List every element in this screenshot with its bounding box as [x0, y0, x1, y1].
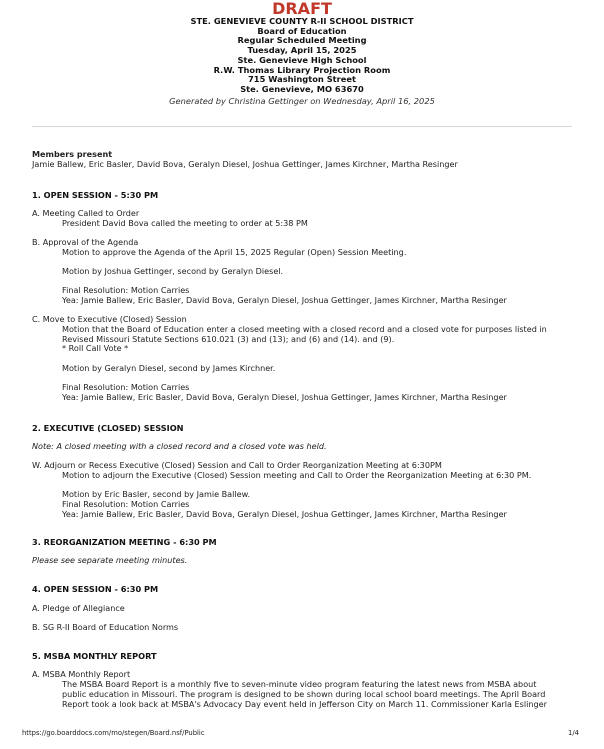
meeting-type: Regular Scheduled Meeting — [237, 35, 367, 46]
district-name: STE. GENEVIEVE COUNTY R-II SCHOOL DISTRICT — [190, 16, 414, 26]
motion-text: Revised Missouri Statute Sections 610.021 (3) and (13); and (6) and (14). and (9). — [62, 333, 395, 344]
item-executive-session — [32, 315, 577, 403]
item-approval-agenda — [32, 238, 577, 306]
final-resolution: Final Resolution: Motion Carries — [62, 381, 190, 392]
section-title-open-session-1: 1. OPEN SESSION - 5:30 PM — [32, 189, 159, 200]
meeting-location: Ste. Genevieve High School — [237, 54, 367, 65]
yea-votes: Yea: Jamie Ballew, Eric Basler, David Bova, Geralyn Diesel, Joshua Gettinger, James Kirchner, Martha Resinger — [62, 295, 507, 306]
board-name: Board of Education — [257, 25, 347, 36]
motion-by: Motion by Eric Basler, second by Jamie Ballew. — [62, 489, 251, 500]
meeting-city: Ste. Genevieve, MO 63670 — [240, 83, 364, 94]
motion-text: Motion to approve the Agenda of the April 15, 2025 Regular (Open) Session Meeting. — [62, 246, 407, 257]
members-list: Jamie Ballew, Eric Basler, David Bova, Geralyn Diesel, Joshua Gettinger, James Kirchner, Martha Resinger — [32, 158, 458, 169]
final-resolution: Final Resolution: Motion Carries — [62, 499, 190, 510]
item-title: A. Meeting Called to Order — [32, 208, 140, 219]
motion-by: Motion by Geralyn Diesel, second by James Kirchner. — [62, 362, 276, 373]
meeting-date: Tuesday, April 15, 2025 — [247, 45, 357, 56]
motion-by: Motion by Joshua Gettinger, second by Geralyn Diesel. — [62, 266, 284, 277]
section-title-reorganization: 3. REORGANIZATION MEETING - 6:30 PM — [32, 536, 217, 547]
final-resolution: Final Resolution: Motion Carries — [62, 285, 190, 296]
item-title: B. Approval of the Agenda — [32, 236, 139, 247]
item-text: President David Bova called the meeting to order at 5:38 PM — [62, 218, 308, 229]
motion-text: Motion to adjourn the Executive (Closed) Session meeting and Call to Order the Reorganization Meeting at 6:30 PM. — [62, 469, 532, 480]
item-adjourn-executive — [32, 461, 577, 519]
draft-label: DRAFT — [272, 0, 332, 18]
section-title-executive-session: 2. EXECUTIVE (CLOSED) SESSION — [32, 422, 184, 433]
report-text: Report took a look back at MSBA's Advocacy Day event held in Jefferson City on March 11. Commissioner Karla Eslinger — [62, 698, 547, 709]
item-msba-report — [32, 670, 577, 709]
yea-votes: Yea: Jamie Ballew, Eric Basler, David Bova, Geralyn Diesel, Joshua Gettinger, James Kirchner, Martha Resinger — [62, 508, 507, 519]
item-title: W. Adjourn or Recess Executive (Closed) Session and Call to Order Reorganization Meeting at 6:30PM — [32, 460, 442, 471]
generated-by: Generated by Christina Gettinger on Wednesday, April 16, 2025 — [169, 95, 435, 106]
minutes-body — [32, 150, 577, 710]
yea-votes: Yea: Jamie Ballew, Eric Basler, David Bova, Geralyn Diesel, Joshua Gettinger, James Kirchner, Martha Resinger — [62, 391, 507, 402]
item-board-norms: B. SG R-II Board of Education Norms — [32, 621, 179, 632]
page-number: 1/4 — [568, 729, 579, 737]
item-call-to-order — [32, 209, 577, 229]
roll-call-note: * Roll Call Vote * — [62, 343, 129, 354]
item-title: C. Move to Executive (Closed) Session — [32, 313, 187, 324]
meeting-room: R.W. Thomas Library Projection Room — [213, 64, 391, 75]
motion-text: Motion that the Board of Education enter a closed meeting with a closed record and a closed vote for purposes listed in — [62, 323, 547, 334]
meeting-street: 715 Washington Street — [248, 74, 356, 85]
report-text: public education in Missouri. The program is designed to be shown during local school board meetings. The April Board — [62, 689, 546, 699]
item-pledge: A. Pledge of Allegiance — [32, 603, 125, 614]
closed-meeting-note: Note: A closed meeting with a closed record and a closed vote was held. — [32, 441, 327, 452]
members-heading: Members present — [32, 149, 113, 159]
report-text: The MSBA Board Report is a monthly five to seven-minute video program featuring the latest news from MSBA about — [62, 679, 537, 690]
item-title: A. MSBA Monthly Report — [32, 669, 131, 680]
header-divider — [32, 126, 572, 127]
footer-url: https://go.boarddocs.com/mo/stegen/Board.nsf/Public — [22, 729, 205, 737]
section-title-open-session-2: 4. OPEN SESSION - 6:30 PM — [32, 584, 159, 595]
section-title-msba-report: 5. MSBA MONTHLY REPORT — [32, 650, 157, 661]
document-header — [0, 0, 604, 107]
reorganization-note: Please see separate meeting minutes. — [32, 555, 188, 566]
